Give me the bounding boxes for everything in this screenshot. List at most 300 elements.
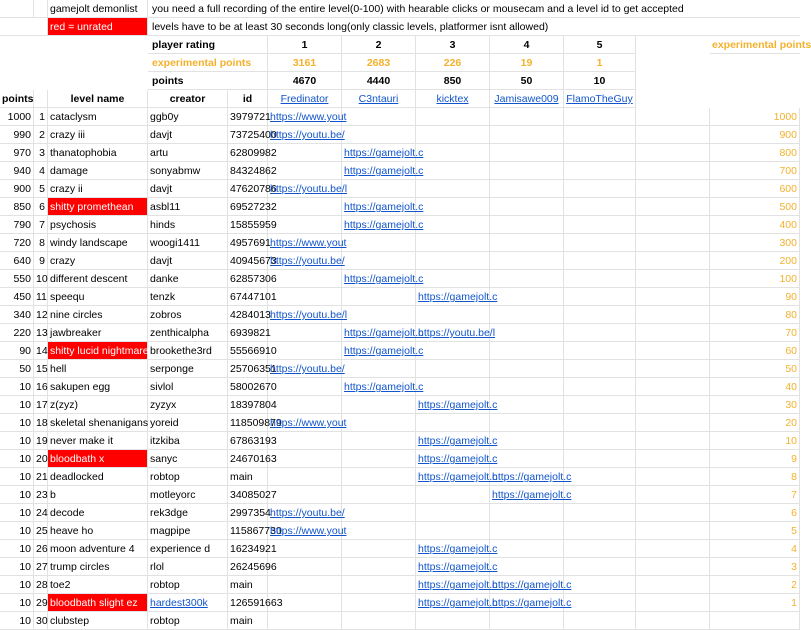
level-rank[interactable]: 24 xyxy=(34,504,48,522)
level-creator[interactable]: itzkiba xyxy=(148,432,228,450)
player-points[interactable]: 4670 xyxy=(268,72,342,90)
level-rank[interactable]: 9 xyxy=(34,252,48,270)
level-creator[interactable]: zobros xyxy=(148,306,228,324)
completion-link[interactable]: https://gamejolt.c xyxy=(416,432,490,450)
player-points[interactable]: 10 xyxy=(564,72,636,90)
level-rank[interactable]: 14 xyxy=(34,342,48,360)
level-id[interactable]: 115867730 xyxy=(228,522,268,540)
level-creator[interactable]: sanyc xyxy=(148,450,228,468)
level-rank[interactable]: 27 xyxy=(34,558,48,576)
level-rank[interactable]: 17 xyxy=(34,396,48,414)
completion-link[interactable] xyxy=(342,594,416,612)
legend-unrated[interactable]: red = unrated xyxy=(48,18,148,36)
completion-link[interactable]: https://gamejolt.c xyxy=(342,378,416,396)
completion-link[interactable] xyxy=(490,234,564,252)
level-creator[interactable]: zyzyx xyxy=(148,396,228,414)
player-experimental-points[interactable]: 2683 xyxy=(342,54,416,72)
level-points[interactable]: 340 xyxy=(0,306,34,324)
completion-link[interactable] xyxy=(416,306,490,324)
level-experimental-points[interactable]: 3 xyxy=(710,558,800,576)
level-experimental-points[interactable]: 600 xyxy=(710,180,800,198)
level-name[interactable]: cataclysm xyxy=(48,108,148,126)
level-experimental-points[interactable]: 800 xyxy=(710,144,800,162)
level-id[interactable]: 18397804 xyxy=(228,396,268,414)
level-experimental-points[interactable]: 300 xyxy=(710,234,800,252)
completion-link[interactable] xyxy=(564,234,636,252)
cell-blank[interactable] xyxy=(636,252,710,270)
level-experimental-points[interactable]: 1000 xyxy=(710,108,800,126)
level-name[interactable]: crazy xyxy=(48,252,148,270)
player-name-link[interactable]: FlamoTheGuy xyxy=(564,90,636,108)
level-points[interactable]: 10 xyxy=(0,396,34,414)
completion-link[interactable]: https://gamejolt.c xyxy=(490,468,564,486)
level-name[interactable]: decode xyxy=(48,504,148,522)
completion-link[interactable] xyxy=(564,432,636,450)
completion-link[interactable] xyxy=(268,144,342,162)
level-creator[interactable]: serponge xyxy=(148,360,228,378)
completion-link[interactable] xyxy=(564,360,636,378)
level-id[interactable]: 4957691 xyxy=(228,234,268,252)
level-creator[interactable]: robtop xyxy=(148,468,228,486)
completion-link[interactable] xyxy=(342,306,416,324)
completion-link[interactable] xyxy=(564,198,636,216)
player-experimental-points[interactable]: 1 xyxy=(564,54,636,72)
level-id[interactable]: 3979721 xyxy=(228,108,268,126)
level-experimental-points[interactable]: 900 xyxy=(710,126,800,144)
level-creator[interactable]: yoreid xyxy=(148,414,228,432)
level-points[interactable]: 10 xyxy=(0,468,34,486)
level-name[interactable]: z(zyz) xyxy=(48,396,148,414)
cell-blank[interactable] xyxy=(636,612,710,630)
completion-link[interactable]: https://gamejolt.c xyxy=(342,144,416,162)
completion-link[interactable] xyxy=(490,288,564,306)
cell-blank[interactable] xyxy=(636,504,710,522)
completion-link[interactable] xyxy=(268,594,342,612)
completion-link[interactable] xyxy=(564,414,636,432)
completion-link[interactable] xyxy=(564,504,636,522)
completion-link[interactable] xyxy=(490,108,564,126)
completion-link[interactable] xyxy=(490,180,564,198)
cell-blank[interactable] xyxy=(0,18,48,36)
cell-blank[interactable] xyxy=(636,270,710,288)
completion-link[interactable]: https://youtu.be/ xyxy=(268,504,342,522)
level-id[interactable]: main xyxy=(228,468,268,486)
cell-blank[interactable] xyxy=(636,360,710,378)
level-id[interactable]: 4284013 xyxy=(228,306,268,324)
level-creator[interactable]: davjt xyxy=(148,180,228,198)
completion-link[interactable]: https://gamejolt.c xyxy=(490,576,564,594)
level-experimental-points[interactable]: 8 xyxy=(710,468,800,486)
level-points[interactable]: 790 xyxy=(0,216,34,234)
completion-link[interactable] xyxy=(564,612,636,630)
player-experimental-points[interactable]: 19 xyxy=(490,54,564,72)
player-points[interactable]: 50 xyxy=(490,72,564,90)
level-id[interactable]: 67447101 xyxy=(228,288,268,306)
cell-blank[interactable] xyxy=(636,558,710,576)
cell-blank[interactable] xyxy=(636,288,710,306)
level-name[interactable]: speequ xyxy=(48,288,148,306)
completion-link[interactable] xyxy=(268,378,342,396)
completion-link[interactable]: https://gamejolt.c xyxy=(416,288,490,306)
level-points[interactable]: 10 xyxy=(0,558,34,576)
completion-link[interactable] xyxy=(564,126,636,144)
completion-link[interactable]: https://gamejolt.c xyxy=(416,540,490,558)
completion-link[interactable] xyxy=(490,612,564,630)
level-creator[interactable]: woogi1411 xyxy=(148,234,228,252)
player-rank[interactable]: 2 xyxy=(342,36,416,54)
level-creator[interactable]: asbl11 xyxy=(148,198,228,216)
completion-link[interactable]: https://gamejolt.c xyxy=(416,468,490,486)
completion-link[interactable] xyxy=(490,504,564,522)
player-rank[interactable]: 5 xyxy=(564,36,636,54)
level-name[interactable]: bloodbath x xyxy=(48,450,148,468)
level-name[interactable]: different descent xyxy=(48,270,148,288)
level-id[interactable]: 62857306 xyxy=(228,270,268,288)
cell-blank[interactable] xyxy=(636,522,710,540)
completion-link[interactable] xyxy=(268,468,342,486)
completion-link[interactable] xyxy=(490,558,564,576)
level-name[interactable]: trump circles xyxy=(48,558,148,576)
cell-blank[interactable] xyxy=(636,126,710,144)
completion-link[interactable] xyxy=(490,360,564,378)
level-creator[interactable]: hardest300k xyxy=(148,594,228,612)
completion-link[interactable] xyxy=(416,270,490,288)
completion-link[interactable]: https://www.yout xyxy=(268,108,342,126)
player-name-link[interactable]: kicktex xyxy=(416,90,490,108)
level-creator[interactable]: tenzk xyxy=(148,288,228,306)
completion-link[interactable] xyxy=(490,198,564,216)
level-creator[interactable]: experience d xyxy=(148,540,228,558)
level-id[interactable]: main xyxy=(228,576,268,594)
level-rank[interactable]: 21 xyxy=(34,468,48,486)
completion-link[interactable] xyxy=(342,360,416,378)
completion-link[interactable] xyxy=(268,612,342,630)
level-experimental-points[interactable]: 100 xyxy=(710,270,800,288)
level-rank[interactable]: 30 xyxy=(34,612,48,630)
level-id[interactable]: 69527232 xyxy=(228,198,268,216)
level-name[interactable]: jawbreaker xyxy=(48,324,148,342)
points-label[interactable]: points xyxy=(148,72,268,90)
completion-link[interactable] xyxy=(268,558,342,576)
completion-link[interactable]: https://gamejolt.c xyxy=(416,396,490,414)
completion-link[interactable] xyxy=(342,558,416,576)
completion-link[interactable]: https://gamejolt.c xyxy=(416,576,490,594)
completion-link[interactable] xyxy=(564,180,636,198)
completion-link[interactable] xyxy=(490,126,564,144)
level-name[interactable]: skeletal shenanigans xyxy=(48,414,148,432)
level-points[interactable]: 10 xyxy=(0,450,34,468)
level-creator[interactable]: zenthicalpha xyxy=(148,324,228,342)
level-experimental-points[interactable]: 7 xyxy=(710,486,800,504)
completion-link[interactable] xyxy=(268,216,342,234)
completion-link[interactable] xyxy=(342,234,416,252)
level-name[interactable]: shitty promethean xyxy=(48,198,148,216)
level-experimental-points[interactable]: 20 xyxy=(710,414,800,432)
level-points[interactable]: 10 xyxy=(0,576,34,594)
completion-link[interactable]: https://gamejolt.c xyxy=(342,270,416,288)
cell-blank[interactable] xyxy=(636,540,710,558)
level-rank[interactable]: 16 xyxy=(34,378,48,396)
level-rank[interactable]: 26 xyxy=(34,540,48,558)
cell-blank[interactable] xyxy=(636,450,710,468)
level-experimental-points[interactable]: 40 xyxy=(710,378,800,396)
completion-link[interactable] xyxy=(416,612,490,630)
level-id[interactable]: 15855959 xyxy=(228,216,268,234)
completion-link[interactable] xyxy=(342,414,416,432)
level-creator[interactable]: robtop xyxy=(148,576,228,594)
level-creator[interactable]: danke xyxy=(148,270,228,288)
experimental-points-label-right[interactable]: experimental points xyxy=(710,36,800,54)
level-name[interactable]: never make it xyxy=(48,432,148,450)
cell-blank[interactable] xyxy=(636,396,710,414)
completion-link[interactable] xyxy=(268,270,342,288)
player-experimental-points[interactable]: 3161 xyxy=(268,54,342,72)
completion-link[interactable] xyxy=(268,396,342,414)
cell-blank[interactable] xyxy=(636,198,710,216)
player-rank[interactable]: 4 xyxy=(490,36,564,54)
cell-blank[interactable] xyxy=(0,0,34,18)
level-rank[interactable]: 19 xyxy=(34,432,48,450)
completion-link[interactable] xyxy=(342,576,416,594)
completion-link[interactable] xyxy=(342,522,416,540)
completion-link[interactable] xyxy=(342,468,416,486)
level-creator[interactable]: rlol xyxy=(148,558,228,576)
completion-link[interactable] xyxy=(490,432,564,450)
level-id[interactable]: 84324862 xyxy=(228,162,268,180)
completion-link[interactable] xyxy=(342,396,416,414)
completion-link[interactable] xyxy=(416,378,490,396)
level-name[interactable]: moon adventure 4 xyxy=(48,540,148,558)
level-rank[interactable]: 8 xyxy=(34,234,48,252)
level-experimental-points[interactable] xyxy=(710,612,800,630)
completion-link[interactable] xyxy=(416,126,490,144)
level-experimental-points[interactable]: 5 xyxy=(710,522,800,540)
completion-link[interactable] xyxy=(268,576,342,594)
level-creator[interactable]: ggb0y xyxy=(148,108,228,126)
completion-link[interactable] xyxy=(564,450,636,468)
level-id[interactable]: 25706351 xyxy=(228,360,268,378)
level-rank[interactable]: 5 xyxy=(34,180,48,198)
level-creator[interactable]: davjt xyxy=(148,126,228,144)
cell-blank[interactable] xyxy=(34,0,48,18)
completion-link[interactable] xyxy=(564,486,636,504)
cell-blank[interactable] xyxy=(636,306,710,324)
level-points[interactable]: 640 xyxy=(0,252,34,270)
completion-link[interactable]: https://gamejolt.c xyxy=(416,558,490,576)
level-name[interactable]: psychosis xyxy=(48,216,148,234)
level-id[interactable]: 118509879 xyxy=(228,414,268,432)
level-id[interactable]: 62809982 xyxy=(228,144,268,162)
level-rank[interactable]: 23 xyxy=(34,486,48,504)
player-experimental-points[interactable]: 226 xyxy=(416,54,490,72)
level-points[interactable]: 10 xyxy=(0,594,34,612)
col-header-level-name[interactable]: level name xyxy=(48,90,148,108)
completion-link[interactable] xyxy=(490,324,564,342)
completion-link[interactable] xyxy=(564,270,636,288)
level-rank[interactable]: 1 xyxy=(34,108,48,126)
level-id[interactable]: 55566910 xyxy=(228,342,268,360)
completion-link[interactable] xyxy=(268,486,342,504)
completion-link[interactable] xyxy=(490,144,564,162)
completion-link[interactable]: https://gamejolt.c xyxy=(342,162,416,180)
level-points[interactable]: 10 xyxy=(0,378,34,396)
completion-link[interactable] xyxy=(490,162,564,180)
level-name[interactable]: hell xyxy=(48,360,148,378)
completion-link[interactable]: https://youtu.be/ xyxy=(268,126,342,144)
level-rank[interactable]: 2 xyxy=(34,126,48,144)
level-experimental-points[interactable]: 6 xyxy=(710,504,800,522)
level-experimental-points[interactable]: 4 xyxy=(710,540,800,558)
completion-link[interactable] xyxy=(564,558,636,576)
player-name-link[interactable]: Jamisawe009 xyxy=(490,90,564,108)
level-experimental-points[interactable]: 50 xyxy=(710,360,800,378)
level-rank[interactable]: 6 xyxy=(34,198,48,216)
level-points[interactable]: 970 xyxy=(0,144,34,162)
completion-link[interactable]: https://www.yout xyxy=(268,234,342,252)
level-experimental-points[interactable]: 90 xyxy=(710,288,800,306)
level-id[interactable]: 34085027 xyxy=(228,486,268,504)
level-rank[interactable]: 15 xyxy=(34,360,48,378)
level-experimental-points[interactable]: 2 xyxy=(710,576,800,594)
completion-link[interactable]: https://gamejolt.c xyxy=(416,594,490,612)
level-id[interactable]: 67863193 xyxy=(228,432,268,450)
level-points[interactable]: 10 xyxy=(0,522,34,540)
completion-link[interactable] xyxy=(342,540,416,558)
level-experimental-points[interactable]: 80 xyxy=(710,306,800,324)
completion-link[interactable]: https://youtu.be/l xyxy=(268,180,342,198)
level-name[interactable]: sakupen egg xyxy=(48,378,148,396)
completion-link[interactable]: https://gamejolt.c xyxy=(490,594,564,612)
level-name[interactable]: shitty lucid nightmares xyxy=(48,342,148,360)
completion-link[interactable] xyxy=(416,522,490,540)
level-points[interactable]: 220 xyxy=(0,324,34,342)
cell-blank[interactable] xyxy=(636,234,710,252)
level-name[interactable]: toe2 xyxy=(48,576,148,594)
completion-link[interactable]: https://gamejolt.c xyxy=(342,216,416,234)
completion-link[interactable]: https://gamejolt.c xyxy=(342,324,416,342)
cell-blank[interactable] xyxy=(636,468,710,486)
level-experimental-points[interactable]: 1 xyxy=(710,594,800,612)
level-points[interactable]: 990 xyxy=(0,126,34,144)
level-points[interactable]: 10 xyxy=(0,612,34,630)
player-name-link[interactable]: Fredinator xyxy=(268,90,342,108)
level-rank[interactable]: 25 xyxy=(34,522,48,540)
player-points[interactable]: 850 xyxy=(416,72,490,90)
level-points[interactable]: 720 xyxy=(0,234,34,252)
level-creator[interactable]: davjt xyxy=(148,252,228,270)
completion-link[interactable] xyxy=(490,522,564,540)
completion-link[interactable] xyxy=(490,306,564,324)
completion-link[interactable] xyxy=(564,324,636,342)
completion-link[interactable] xyxy=(342,108,416,126)
completion-link[interactable] xyxy=(416,504,490,522)
completion-link[interactable] xyxy=(416,414,490,432)
level-id[interactable]: main xyxy=(228,612,268,630)
level-id[interactable]: 73725400 xyxy=(228,126,268,144)
level-id[interactable]: 6939821 xyxy=(228,324,268,342)
level-rank[interactable]: 3 xyxy=(34,144,48,162)
completion-link[interactable] xyxy=(268,198,342,216)
level-creator[interactable]: robtop xyxy=(148,612,228,630)
level-name[interactable]: crazy iii xyxy=(48,126,148,144)
completion-link[interactable] xyxy=(416,216,490,234)
cell-blank[interactable] xyxy=(636,108,710,126)
player-rank[interactable]: 1 xyxy=(268,36,342,54)
level-points[interactable]: 1000 xyxy=(0,108,34,126)
level-name[interactable]: nine circles xyxy=(48,306,148,324)
cell-blank[interactable] xyxy=(636,576,710,594)
completion-link[interactable] xyxy=(490,396,564,414)
level-name[interactable]: deadlocked xyxy=(48,468,148,486)
completion-link[interactable] xyxy=(564,576,636,594)
completion-link[interactable] xyxy=(564,288,636,306)
cell-blank[interactable] xyxy=(636,414,710,432)
completion-link[interactable] xyxy=(564,306,636,324)
completion-link[interactable] xyxy=(416,342,490,360)
completion-link[interactable] xyxy=(564,540,636,558)
completion-link[interactable] xyxy=(490,414,564,432)
level-name[interactable]: crazy ii xyxy=(48,180,148,198)
cell-blank[interactable] xyxy=(636,216,710,234)
level-rank[interactable]: 12 xyxy=(34,306,48,324)
level-experimental-points[interactable]: 60 xyxy=(710,342,800,360)
experimental-points-label[interactable]: experimental points xyxy=(148,54,268,72)
level-creator[interactable]: sonyabmw xyxy=(148,162,228,180)
level-rank[interactable]: 29 xyxy=(34,594,48,612)
level-rank[interactable]: 11 xyxy=(34,288,48,306)
level-name[interactable]: damage xyxy=(48,162,148,180)
level-points[interactable]: 10 xyxy=(0,432,34,450)
completion-link[interactable] xyxy=(564,162,636,180)
level-name[interactable]: bloodbath slight ez xyxy=(48,594,148,612)
completion-link[interactable] xyxy=(564,522,636,540)
level-points[interactable]: 10 xyxy=(0,540,34,558)
completion-link[interactable] xyxy=(268,540,342,558)
level-creator[interactable]: artu xyxy=(148,144,228,162)
cell-blank[interactable] xyxy=(34,90,48,108)
level-name[interactable]: windy landscape xyxy=(48,234,148,252)
player-rating-label[interactable]: player rating xyxy=(148,36,268,54)
completion-link[interactable] xyxy=(342,450,416,468)
cell-blank[interactable] xyxy=(636,486,710,504)
completion-link[interactable] xyxy=(416,144,490,162)
level-name[interactable]: thanatophobia xyxy=(48,144,148,162)
level-points[interactable]: 450 xyxy=(0,288,34,306)
cell-blank[interactable] xyxy=(636,162,710,180)
sheet-title[interactable]: gamejolt demonlist xyxy=(48,0,148,18)
level-creator[interactable]: magpipe xyxy=(148,522,228,540)
level-name[interactable]: clubstep xyxy=(48,612,148,630)
cell-blank[interactable] xyxy=(636,342,710,360)
completion-link[interactable] xyxy=(268,288,342,306)
completion-link[interactable] xyxy=(342,612,416,630)
level-creator[interactable]: sivlol xyxy=(148,378,228,396)
level-points[interactable]: 10 xyxy=(0,414,34,432)
col-header-creator[interactable]: creator xyxy=(148,90,228,108)
level-experimental-points[interactable]: 70 xyxy=(710,324,800,342)
level-experimental-points[interactable]: 9 xyxy=(710,450,800,468)
player-points[interactable]: 4440 xyxy=(342,72,416,90)
level-points[interactable]: 850 xyxy=(0,198,34,216)
col-header-id[interactable]: id xyxy=(228,90,268,108)
level-experimental-points[interactable]: 700 xyxy=(710,162,800,180)
level-name[interactable]: b xyxy=(48,486,148,504)
completion-link[interactable]: https://youtu.be/l xyxy=(416,324,490,342)
requirement-recording[interactable]: you need a full recording of the entire level(0-100) with hearable clicks or mousecam and a level id to get accepted xyxy=(148,0,800,18)
completion-link[interactable] xyxy=(342,252,416,270)
completion-link[interactable] xyxy=(490,540,564,558)
completion-link[interactable] xyxy=(564,216,636,234)
